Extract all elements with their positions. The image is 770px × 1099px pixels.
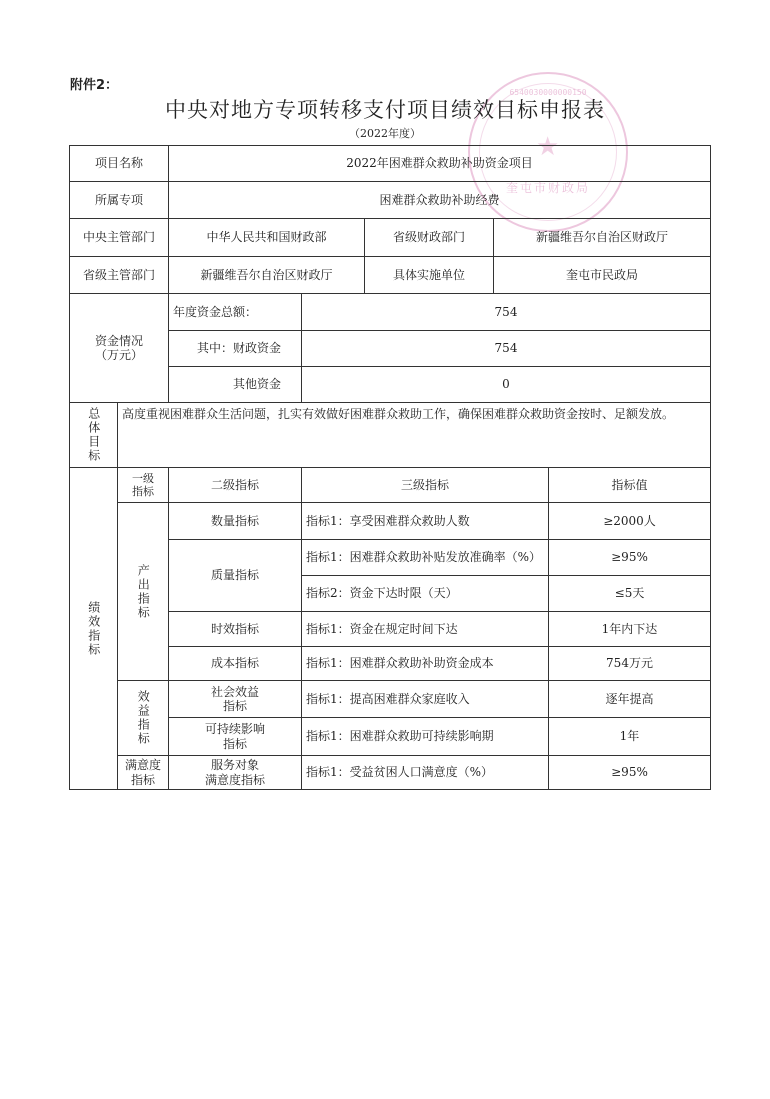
header-value: 指标值 [548,467,711,503]
attachment-label: 附件2： [70,78,119,93]
service-line2: 满意度指标 [204,772,265,787]
timeliness-item: 指标1：资金在规定时间下达 [301,611,549,647]
funds-total-value: 754 [301,293,711,331]
service-value: ≥95% [548,755,711,790]
header-level1 [117,467,169,503]
quantity-value: ≥2000人 [548,502,711,540]
sustain-item: 指标1：困难群众救助可持续影响期 [301,717,549,756]
timeliness-value: 1年内下达 [548,611,711,647]
header-level1-line2: 指标 [132,485,154,498]
quality-item-2: 指标2：资金下达时限（天） [301,575,549,612]
funds-other-value: 0 [301,366,711,403]
service-item: 指标1：受益贫困人口满意度（%） [301,755,549,790]
header-level1-line1: 一级 [132,471,154,485]
central-dept-label: 中央主管部门 [69,218,169,257]
funds-fiscal-value: 754 [301,330,711,367]
quality-item-1: 指标1：困难群众救助补贴发放准确率（%） [301,539,549,576]
satisfaction-line2: 指标 [130,772,155,787]
central-dept-value: 中华人民共和国财政部 [168,218,365,257]
social-benefit-label [168,680,302,718]
prov-dept-value: 新疆维吾尔自治区财政厅 [168,256,365,294]
project-name-label: 项目名称 [69,145,169,182]
seal-star-icon: ★ [536,132,560,162]
special-value: 困难群众救助补助经费 [168,181,711,219]
indicators-label: 绩效指标 [69,467,118,790]
funds-fiscal-label: 其中：财政资金 [168,330,302,367]
funds-label-line2: （万元） [94,348,143,362]
social-benefit-line1: 社会效益 [210,684,259,699]
funds-total-label: 年度资金总额： [168,293,302,331]
header-level2: 二级指标 [168,467,302,503]
sustain-line1: 可持续影响 [204,722,265,737]
satisfaction-line1: 满意度 [124,758,161,773]
quantity-item: 指标1：享受困难群众救助人数 [301,502,549,540]
funds-label-line1: 资金情况 [94,333,143,348]
sustain-line2: 指标 [222,736,247,751]
satisfaction-indicators-label [117,755,169,790]
sustain-label [168,717,302,756]
document-year: （2022年度） [349,127,421,140]
service-label [168,755,302,790]
seal-number: 6540030000000150 [509,88,587,97]
cost-label: 成本指标 [168,646,302,681]
prov-finance-label: 省级财政部门 [364,218,494,257]
quantity-label: 数量指标 [168,502,302,540]
service-line1: 服务对象 [210,758,259,773]
special-label: 所属专项 [69,181,169,219]
prov-finance-value: 新疆维吾尔自治区财政厅 [493,218,711,257]
project-name-value: 2022年困难群众救助补助资金项目 [168,145,711,182]
timeliness-label: 时效指标 [168,611,302,647]
quality-value-1: ≥95% [548,539,711,576]
sustain-value: 1年 [548,717,711,756]
header-level3: 三级指标 [301,467,549,503]
funds-other-label: 其他资金 [168,366,302,403]
cost-item: 指标1：困难群众救助补助资金成本 [301,646,549,681]
goal-text: 高度重视困难群众生活问题，扎实有效做好困难群众救助工作，确保困难群众救助资金按时、足额发放。 [117,402,711,468]
quality-label: 质量指标 [168,539,302,612]
document-title: 中央对地方专项转移支付项目绩效目标申报表 [165,98,605,122]
impl-unit-label: 具体实施单位 [364,256,494,294]
goal-label: 总体目标 [69,402,118,468]
social-benefit-item: 指标1：提高困难群众家庭收入 [301,680,549,718]
social-benefit-value: 逐年提高 [548,680,711,718]
prov-dept-label: 省级主管部门 [69,256,169,294]
seal-text: 奎屯市财政局 [505,181,590,195]
social-benefit-line2: 指标 [222,699,247,713]
cost-value: 754万元 [548,646,711,681]
benefit-indicators-label: 效益指标 [117,680,169,756]
impl-unit-value: 奎屯市民政局 [493,256,711,294]
output-indicators-label: 产出指标 [117,502,169,681]
quality-value-2: ≤5天 [548,575,711,612]
funds-label [69,293,169,403]
